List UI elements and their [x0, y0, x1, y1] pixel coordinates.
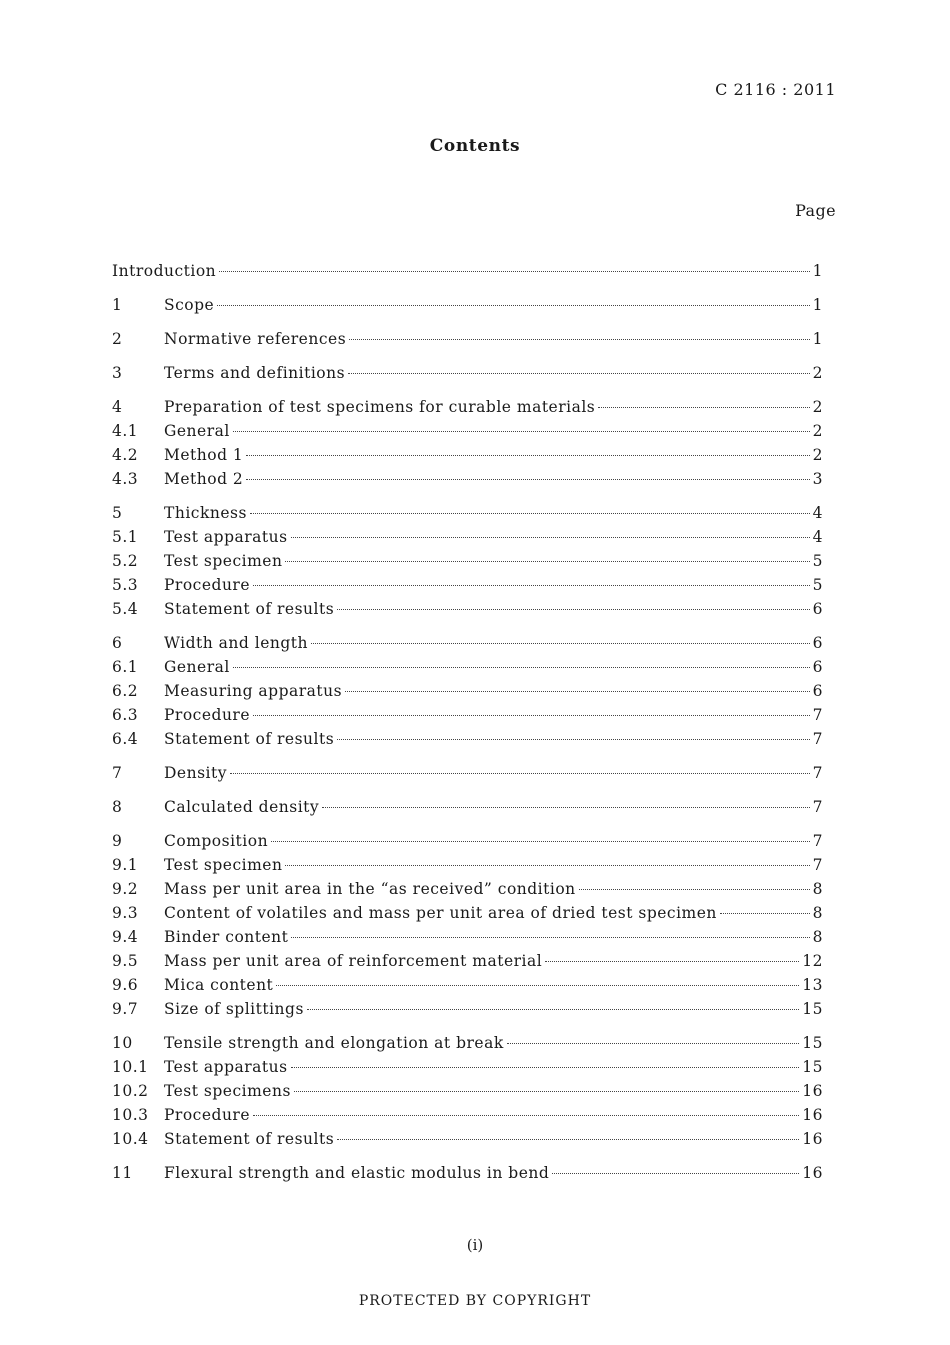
table-of-contents [112, 262, 823, 1198]
dot-leader [720, 913, 810, 914]
dot-leader [285, 865, 809, 866]
toc-section-group [112, 296, 823, 320]
toc-section-group [112, 504, 823, 624]
toc-entry-title: Tensile strength and elongation at break [164, 1034, 504, 1052]
toc-entry-number: 9.2 [112, 880, 139, 898]
toc-entry[interactable] [112, 398, 823, 422]
toc-entry-title: Calculated density [164, 798, 320, 816]
toc-entry-page: 6 [812, 600, 823, 618]
toc-entry-page: 16 [802, 1082, 823, 1100]
toc-entry-title: General [164, 422, 230, 440]
toc-entry-number: 6.3 [112, 706, 139, 724]
dot-leader [579, 889, 810, 890]
toc-entry-title: Mass per unit area in the “as received” condition [164, 880, 576, 898]
toc-section-group [112, 798, 823, 822]
dot-leader [311, 643, 810, 644]
toc-entry-title: Mica content [164, 976, 274, 994]
page-column-heading: Page [795, 201, 836, 220]
toc-entry[interactable] [112, 1058, 823, 1082]
toc-entry-number: 11 [112, 1164, 133, 1182]
toc-entry[interactable] [112, 856, 823, 880]
dot-leader [348, 373, 810, 374]
toc-entry-title: General [164, 658, 230, 676]
dot-leader [552, 1173, 799, 1174]
toc-entry-title: Introduction [112, 262, 217, 280]
toc-entry[interactable] [112, 634, 823, 658]
toc-entry-page: 2 [812, 446, 823, 464]
toc-entry-title: Statement of results [164, 1130, 335, 1148]
toc-entry-number: 10.3 [112, 1106, 149, 1124]
toc-entry[interactable] [112, 1034, 823, 1058]
toc-section-group [112, 364, 823, 388]
toc-entry-page: 16 [802, 1106, 823, 1124]
dot-leader [337, 1139, 799, 1140]
dot-leader [349, 339, 809, 340]
toc-entry[interactable] [112, 1082, 823, 1106]
toc-entry-page: 1 [812, 296, 823, 314]
dot-leader [307, 1009, 799, 1010]
page-number: (i) [466, 1236, 484, 1254]
toc-entry-number: 5 [112, 504, 123, 522]
dot-leader [230, 773, 810, 774]
toc-entry[interactable] [112, 706, 823, 730]
toc-entry-title: Test specimen [164, 856, 283, 874]
toc-entry-title: Binder content [164, 928, 289, 946]
toc-entry[interactable] [112, 330, 823, 354]
toc-entry-number: 10.2 [112, 1082, 149, 1100]
toc-entry[interactable] [112, 1106, 823, 1130]
dot-leader [217, 305, 809, 306]
toc-entry-title: Width and length [164, 634, 308, 652]
toc-entry-number: 10.4 [112, 1130, 149, 1148]
toc-entry-page: 6 [812, 682, 823, 700]
toc-entry-number: 8 [112, 798, 123, 816]
toc-entry[interactable] [112, 504, 823, 528]
dot-leader [253, 715, 810, 716]
toc-entry-title: Method 1 [164, 446, 244, 464]
toc-entry-title: Statement of results [164, 730, 335, 748]
dot-leader [285, 561, 809, 562]
toc-entry-page: 6 [812, 634, 823, 652]
toc-entry-number: 5.4 [112, 600, 139, 618]
toc-entry[interactable] [112, 1130, 823, 1154]
toc-entry[interactable] [112, 262, 823, 286]
toc-entry-number: 7 [112, 764, 123, 782]
toc-entry-title: Density [164, 764, 227, 782]
copyright-notice: PROTECTED BY COPYRIGHT [358, 1293, 592, 1309]
dot-leader [545, 961, 799, 962]
toc-entry-page: 1 [812, 330, 823, 348]
toc-entry-page: 7 [812, 730, 823, 748]
toc-entry-page: 2 [812, 364, 823, 382]
toc-entry-page: 16 [802, 1164, 823, 1182]
dot-leader [337, 609, 809, 610]
toc-entry[interactable] [112, 658, 823, 682]
toc-entry-title: Content of volatiles and mass per unit area of dried test specimen [164, 904, 717, 922]
dot-leader [291, 937, 809, 938]
toc-entry-title: Thickness [164, 504, 247, 522]
toc-entry-page: 8 [812, 928, 823, 946]
toc-entry-page: 6 [812, 658, 823, 676]
toc-entry-title: Measuring apparatus [164, 682, 343, 700]
dot-leader [345, 691, 810, 692]
toc-entry-title: Test apparatus [164, 528, 288, 546]
toc-entry-page: 16 [802, 1130, 823, 1148]
toc-entry-number: 4.2 [112, 446, 139, 464]
toc-entry[interactable] [112, 1000, 823, 1024]
toc-entry-title: Test specimens [164, 1082, 291, 1100]
dot-leader [233, 431, 810, 432]
toc-section-group [112, 398, 823, 494]
toc-entry-page: 4 [812, 528, 823, 546]
toc-entry[interactable] [112, 1164, 823, 1188]
toc-entry-page: 4 [812, 504, 823, 522]
toc-entry-title: Scope [164, 296, 215, 314]
toc-entry-title: Procedure [164, 1106, 251, 1124]
toc-section-group [112, 262, 823, 286]
dot-leader [233, 667, 810, 668]
toc-entry[interactable] [112, 422, 823, 446]
toc-entry-page: 7 [812, 856, 823, 874]
toc-entry-page: 3 [812, 470, 823, 488]
toc-entry-page: 7 [812, 798, 823, 816]
toc-entry-title: Method 2 [164, 470, 244, 488]
toc-entry-page: 2 [812, 422, 823, 440]
toc-entry-number: 4.3 [112, 470, 139, 488]
toc-entry[interactable] [112, 764, 823, 788]
dot-leader [253, 585, 810, 586]
toc-entry-page: 13 [802, 976, 823, 994]
toc-entry[interactable] [112, 364, 823, 388]
toc-entry-number: 9 [112, 832, 123, 850]
dot-leader [337, 739, 809, 740]
dot-leader [246, 479, 809, 480]
toc-entry-number: 1 [112, 296, 123, 314]
dot-leader [276, 985, 799, 986]
toc-entry[interactable] [112, 296, 823, 320]
toc-entry-number: 9.1 [112, 856, 139, 874]
dot-leader [507, 1043, 800, 1044]
toc-entry-title: Composition [164, 832, 269, 850]
toc-entry-page: 15 [802, 1000, 823, 1018]
toc-entry-title: Normative references [164, 330, 347, 348]
toc-entry-number: 9.4 [112, 928, 139, 946]
dot-leader [291, 537, 810, 538]
toc-entry[interactable] [112, 682, 823, 706]
toc-entry-number: 9.5 [112, 952, 139, 970]
toc-entry-title: Procedure [164, 706, 251, 724]
toc-section-group [112, 1034, 823, 1154]
dot-leader [271, 841, 810, 842]
toc-entry[interactable] [112, 798, 823, 822]
toc-entry[interactable] [112, 470, 823, 494]
dot-leader [250, 513, 810, 514]
toc-entry-page: 1 [812, 262, 823, 280]
document-identifier: C 2116 : 2011 [715, 80, 836, 99]
toc-entry[interactable] [112, 832, 823, 856]
dot-leader [253, 1115, 799, 1116]
toc-entry[interactable] [112, 446, 823, 470]
page-title: Contents [429, 136, 521, 156]
toc-entry-page: 15 [802, 1034, 823, 1052]
toc-entry-page: 8 [812, 880, 823, 898]
toc-entry[interactable] [112, 576, 823, 600]
toc-entry-page: 5 [812, 552, 823, 570]
toc-entry-number: 4 [112, 398, 123, 416]
toc-entry-number: 6 [112, 634, 123, 652]
dot-leader [294, 1091, 799, 1092]
toc-entry-number: 9.7 [112, 1000, 139, 1018]
toc-entry-title: Procedure [164, 576, 251, 594]
toc-entry-number: 6.1 [112, 658, 139, 676]
toc-entry-page: 7 [812, 706, 823, 724]
toc-entry-number: 4.1 [112, 422, 139, 440]
toc-entry[interactable] [112, 952, 823, 976]
toc-entry-number: 3 [112, 364, 123, 382]
dot-leader [291, 1067, 800, 1068]
toc-entry-number: 10 [112, 1034, 133, 1052]
toc-entry-page: 12 [802, 952, 823, 970]
toc-entry-title: Test apparatus [164, 1058, 288, 1076]
toc-section-group [112, 1164, 823, 1188]
toc-entry[interactable] [112, 880, 823, 904]
toc-entry-page: 5 [812, 576, 823, 594]
toc-entry-title: Flexural strength and elastic modulus in bend [164, 1164, 550, 1182]
toc-entry-number: 5.3 [112, 576, 139, 594]
toc-entry-title: Mass per unit area of reinforcement material [164, 952, 543, 970]
dot-leader [322, 807, 809, 808]
toc-entry-number: 2 [112, 330, 123, 348]
toc-entry-title: Preparation of test specimens for curable materials [164, 398, 596, 416]
toc-entry[interactable] [112, 600, 823, 624]
toc-entry[interactable] [112, 928, 823, 952]
toc-section-group [112, 634, 823, 754]
toc-entry-number: 6.4 [112, 730, 139, 748]
toc-entry-title: Statement of results [164, 600, 335, 618]
dot-leader [219, 271, 809, 272]
toc-entry-number: 6.2 [112, 682, 139, 700]
toc-entry-title: Terms and definitions [164, 364, 346, 382]
dot-leader [246, 455, 809, 456]
toc-entry-page: 2 [812, 398, 823, 416]
toc-entry-number: 5.1 [112, 528, 139, 546]
toc-entry-page: 8 [812, 904, 823, 922]
toc-entry-page: 7 [812, 764, 823, 782]
toc-entry-title: Size of splittings [164, 1000, 304, 1018]
toc-entry-title: Test specimen [164, 552, 283, 570]
toc-entry-page: 7 [812, 832, 823, 850]
toc-section-group [112, 764, 823, 788]
toc-entry-number: 10.1 [112, 1058, 149, 1076]
toc-entry[interactable] [112, 552, 823, 576]
toc-entry-number: 5.2 [112, 552, 139, 570]
toc-entry-number: 9.6 [112, 976, 139, 994]
toc-entry-number: 9.3 [112, 904, 139, 922]
toc-section-group [112, 832, 823, 1024]
toc-entry[interactable] [112, 730, 823, 754]
toc-entry[interactable] [112, 528, 823, 552]
toc-entry[interactable] [112, 904, 823, 928]
dot-leader [598, 407, 809, 408]
toc-entry-page: 15 [802, 1058, 823, 1076]
toc-entry[interactable] [112, 976, 823, 1000]
toc-section-group [112, 330, 823, 354]
